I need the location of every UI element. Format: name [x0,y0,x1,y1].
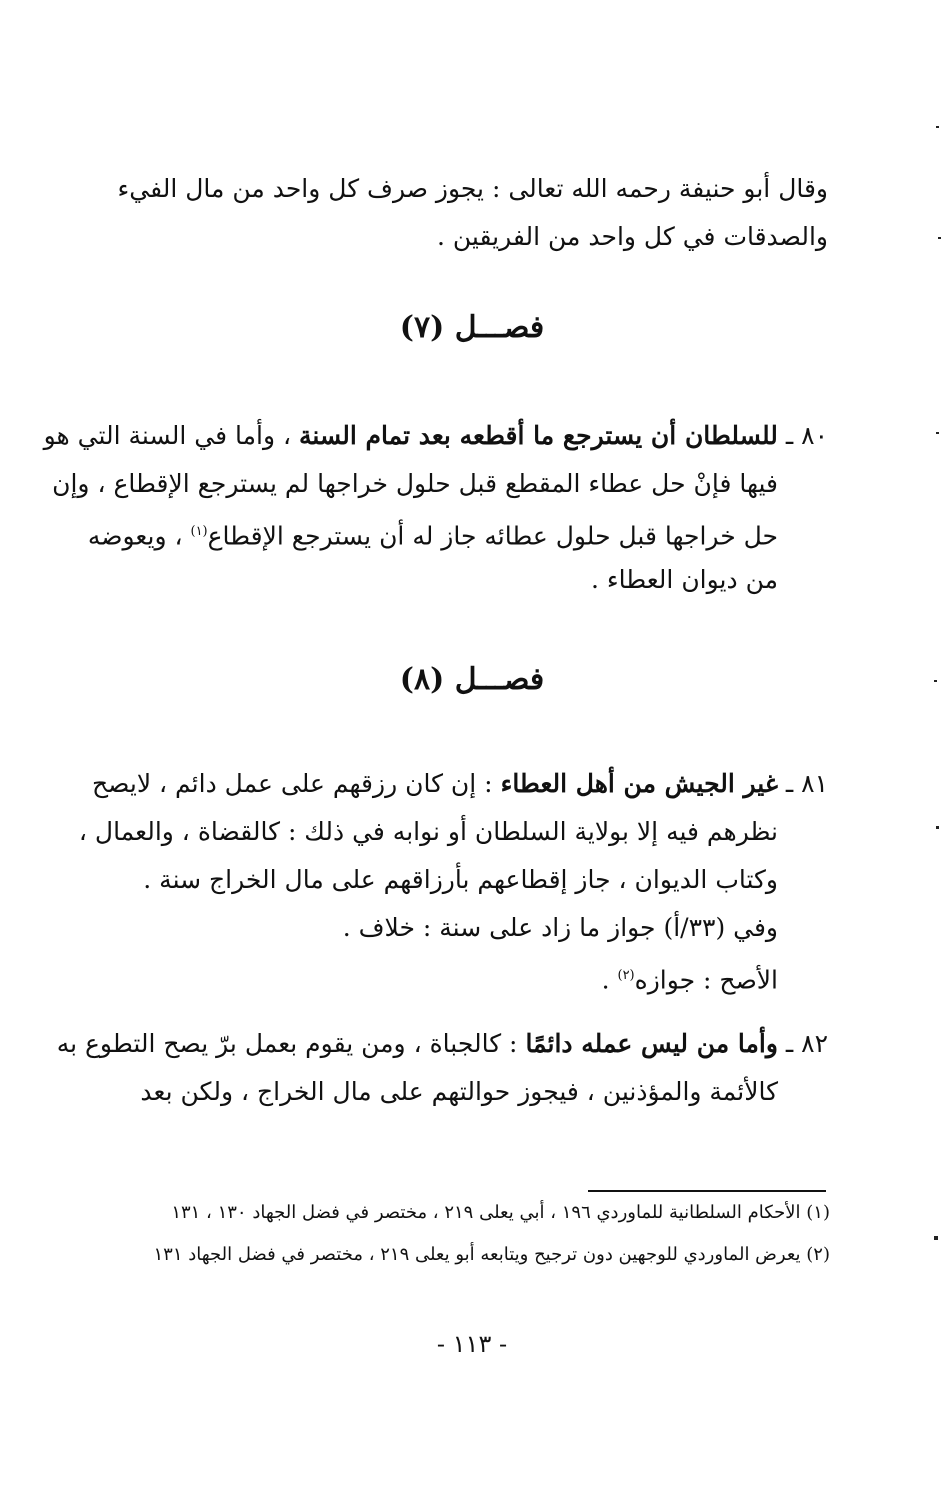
text-line [87,508,828,556]
paragraph-80 [43,412,828,604]
text-line: كالأئمة والمؤذنين ، فيجوز حوالتهم على مال الخراج ، ولكن بعد [140,1077,778,1106]
scan-speck [938,237,941,239]
item-lead: للسلطان أن يسترجع ما أقطعه بعد تمام السنة [299,421,778,450]
page-number: - ١١٣ - [436,1330,508,1358]
text-line [138,952,828,1000]
text-line [56,1020,828,1068]
footnote-rule [588,1190,826,1192]
footnote-ref: (١) [190,524,208,539]
item-lead: غير الجيش من أهل العطاء [500,769,778,798]
text-line: من ديوان العطاء . [590,565,778,594]
intro-paragraph [117,165,828,261]
item-number: ٨١ ـ [785,769,828,798]
text-line [43,412,828,460]
text-fragment: ، ويعوضه [87,521,183,551]
section-heading-7 [0,310,944,345]
text-line: وفي (٣٣/أ) جواز ما زاد على سنة : خلاف . [342,913,778,942]
scan-speck [936,826,939,829]
section-word: فصـــل [454,662,545,697]
scan-speck [934,1236,938,1240]
section-word: فصـــل [454,310,545,345]
section-number: (٨) [399,662,445,697]
item-text: : كالجباة ، ومن يقوم بعمل برّ يصح التطوع به [56,1029,518,1058]
item-text: ، وأما في السنة التي هو [43,421,292,450]
footnote-1: (١) الأحكام السلطانية للماوردي ١٩٦ ، أبي يعلى ٢١٩ ، مختصر في فضل الجهاد ١٣٠ ، ١٣١ [171,1202,830,1223]
text-line: نظرهم فيه إلا بولاية السلطان أو نوابه في ذلك : كالقضاة ، والعمال ، [78,817,778,846]
scan-speck [934,680,937,682]
text-line: وقال أبو حنيفة رحمه الله تعالى : يجوز صرف كل واحد من مال الفيء [117,174,828,203]
text-fragment: حل خراجها قبل حلول عطائه جاز له أن يسترجع الإقطاع [207,521,778,551]
paragraph-82 [56,1020,828,1116]
paragraph-81 [78,760,828,1000]
item-number: ٨٠ ـ [785,421,828,450]
item-lead: وأما من ليس عمله دائمًا [525,1029,778,1058]
scan-speck [936,432,939,434]
text-line: فيها فإنْ حل عطاء المقطع قبل حلول خراجها لم يسترجع الإقطاع ، وإن [52,469,778,498]
section-number: (٧) [399,310,445,345]
text-line: وكتاب الديوان ، جاز إقطاعهم بأرزاقهم على مال الخراج سنة . [143,865,778,894]
section-heading-8 [0,662,944,697]
footnote-ref: (٢) [617,968,635,983]
text-line [92,760,828,808]
item-number: ٨٢ ـ [785,1029,828,1058]
footnote-2: (٢) يعرض الماوردي للوجهين دون ترجيح ويتابعه أبو يعلى ٢١٩ ، مختصر في فضل الجهاد ١٣١ [153,1244,830,1265]
text-line: والصدقات في كل واحد من الفريقين . [437,222,828,251]
item-text: : إن كان رزقهم على عمل دائم ، لايصح [92,769,493,798]
text-fragment: . [601,965,610,995]
scan-speck [936,126,939,128]
text-fragment: الأصح : جوازه [634,965,778,995]
